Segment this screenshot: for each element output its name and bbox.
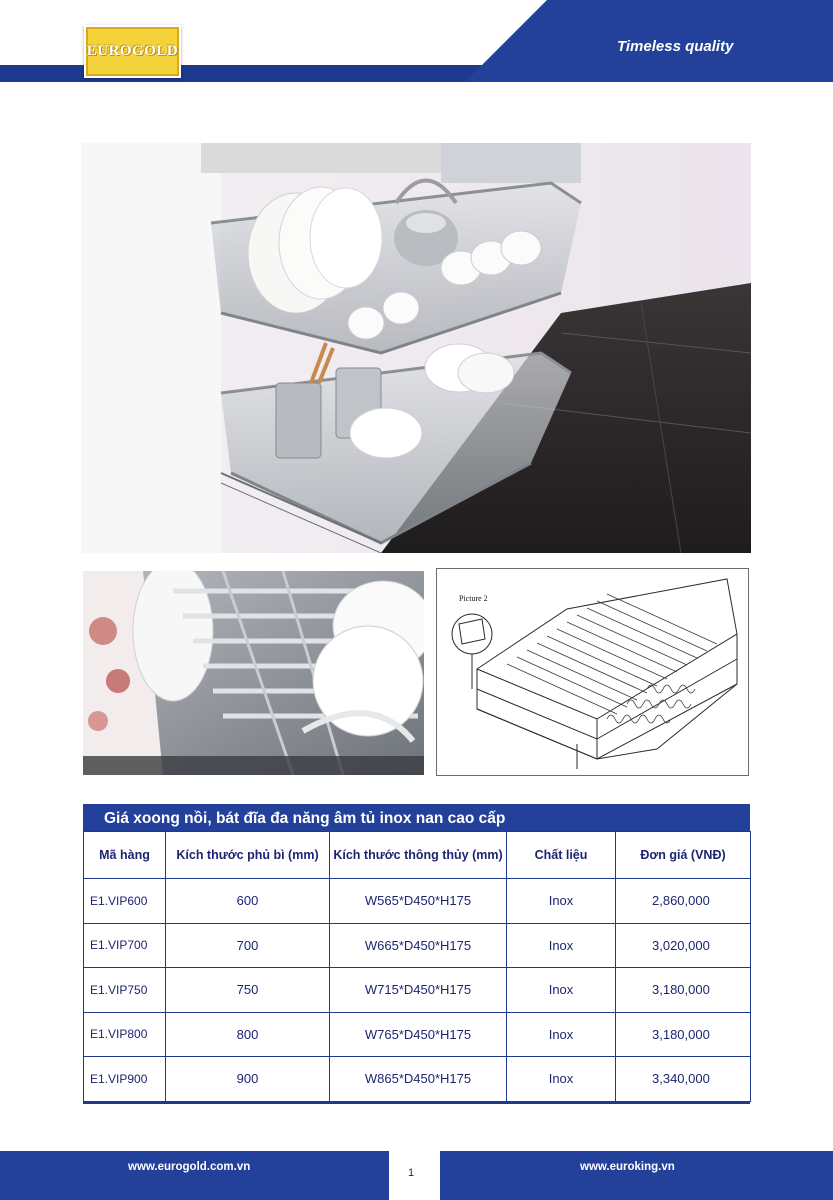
logo-text: EUROGOLD <box>86 43 179 59</box>
technical-drawing <box>436 568 749 776</box>
cell-material: Inox <box>507 879 616 924</box>
cell-cover-size: 700 <box>166 923 330 968</box>
page-number: 1 <box>408 1167 415 1179</box>
cell-material: Inox <box>507 923 616 968</box>
footer-left-band <box>0 1151 389 1200</box>
cell-material: Inox <box>507 1012 616 1057</box>
cell-clear-size: W865*D450*H175 <box>330 1057 507 1102</box>
cell-code: E1.VIP800 <box>84 1012 166 1057</box>
footer <box>0 1151 833 1200</box>
footer-right-band <box>440 1151 833 1200</box>
main-product-photo <box>81 143 751 553</box>
tagline: Timeless quality <box>617 38 734 55</box>
cell-material: Inox <box>507 968 616 1013</box>
cell-cover-size: 750 <box>166 968 330 1013</box>
cell-clear-size: W765*D450*H175 <box>330 1012 507 1057</box>
cell-clear-size: W565*D450*H175 <box>330 879 507 924</box>
table-row <box>84 968 751 1013</box>
drawing-caption: Picture 2 <box>459 594 488 603</box>
cell-cover-size: 900 <box>166 1057 330 1102</box>
table-bottom-rule <box>83 1102 750 1104</box>
cell-clear-size: W715*D450*H175 <box>330 968 507 1013</box>
header-cover-size: Kích thước phủ bì (mm) <box>166 832 330 879</box>
detail-product-photo <box>83 571 424 775</box>
cell-price: 3,180,000 <box>616 968 751 1013</box>
cell-cover-size: 800 <box>166 1012 330 1057</box>
table-header-row <box>84 832 751 879</box>
cell-price: 3,020,000 <box>616 923 751 968</box>
cell-clear-size: W665*D450*H175 <box>330 923 507 968</box>
cell-code: E1.VIP700 <box>84 923 166 968</box>
cell-cover-size: 600 <box>166 879 330 924</box>
cell-code: E1.VIP750 <box>84 968 166 1013</box>
footer-link-euroking[interactable]: www.euroking.vn <box>580 1161 675 1173</box>
table-row <box>84 923 751 968</box>
header-clear-size: Kích thước thông thủy (mm) <box>330 832 507 879</box>
cell-code: E1.VIP900 <box>84 1057 166 1102</box>
eurogold-logo[interactable] <box>86 27 179 76</box>
table-row <box>84 1057 751 1102</box>
price-table <box>83 804 750 1104</box>
cell-price: 2,860,000 <box>616 879 751 924</box>
cell-price: 3,180,000 <box>616 1012 751 1057</box>
header-material: Chất liệu <box>507 832 616 879</box>
cell-price: 3,340,000 <box>616 1057 751 1102</box>
table-title: Giá xoong nồi, bát đĩa đa năng âm tủ inox nan cao cấp <box>83 804 750 831</box>
header-price: Đơn giá (VNĐ) <box>616 832 751 879</box>
cell-material: Inox <box>507 1057 616 1102</box>
cell-code: E1.VIP600 <box>84 879 166 924</box>
table-row <box>84 879 751 924</box>
footer-link-eurogold[interactable]: www.eurogold.com.vn <box>128 1161 251 1173</box>
header-code: Mã hàng <box>84 832 166 879</box>
table-row <box>84 1012 751 1057</box>
